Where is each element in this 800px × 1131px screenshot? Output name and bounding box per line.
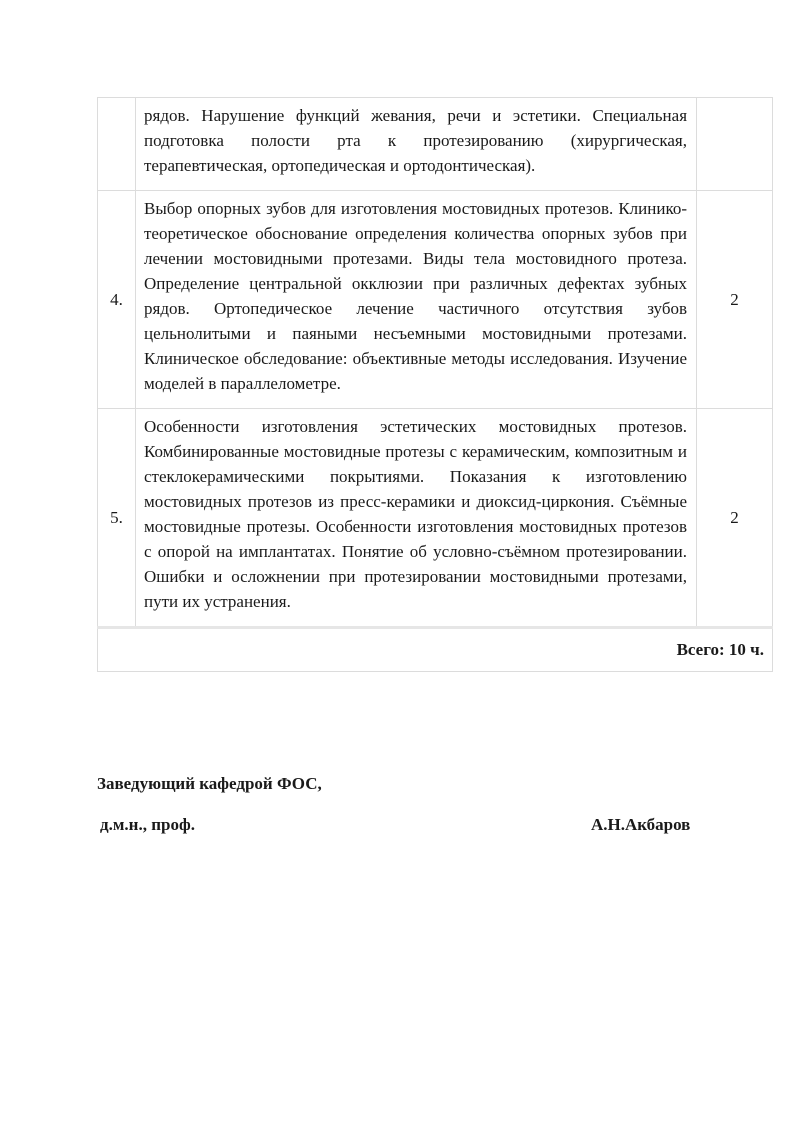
topic-text-line: моделей в параллелометре. — [144, 374, 341, 393]
academic-degree: д.м.н., проф. — [100, 815, 195, 834]
total-hours: Всего: 10 ч. — [98, 628, 773, 672]
topic-description — [136, 191, 697, 409]
topic-text — [144, 414, 687, 614]
total-row — [98, 628, 773, 672]
topics-table — [97, 97, 773, 672]
topic-number: 5. — [98, 409, 136, 628]
signatory-name: А.Н.Акбаров — [591, 815, 691, 834]
topic-text-line: различных дефектах зубных рядов. Ортопедическое лечение — [144, 274, 687, 318]
head-of-department-title: Заведующий кафедрой ФОС, — [97, 774, 322, 793]
topic-hours: 2 — [697, 409, 773, 628]
topic-number — [98, 98, 136, 191]
topic-number: 4. — [98, 191, 136, 409]
topic-text-line: ортодонтическая). — [403, 156, 536, 175]
topic-text-line: изготовлению мостовидных протезов из пресс-керамики и — [144, 467, 687, 511]
topic-text-line: диоксид-циркония. Съёмные мостовидные протезы. Особенности — [144, 492, 688, 536]
topic-text-line: частичного отсутствия зубов цельнолитыми и паяными — [144, 299, 688, 343]
topic-hours — [697, 98, 773, 191]
topic-description — [136, 409, 697, 628]
topics-table-body — [98, 98, 773, 628]
topic-text-line: опорных зубов при лечении мостовидными протезами. Виды тела — [144, 224, 687, 268]
topic-text-line: Клинико-теоретическое обоснование определения количества — [144, 199, 688, 243]
topic-text-line: рядов. Нарушение функций жевания, речи и эстетики. — [144, 106, 581, 125]
topic-text-line: композитным и стеклокерамическими покрытиями. Показания к — [144, 442, 687, 486]
topic-row — [98, 98, 773, 191]
topic-text-line: Выбор опорных зубов для изготовления мостовидных протезов. — [144, 199, 614, 218]
topic-text — [144, 196, 687, 396]
topic-text-line: Комбинированные мостовидные протезы с керамическим, — [144, 442, 570, 461]
topic-text-line: Специальная подготовка полости рта к протезированию — [144, 106, 688, 150]
topic-row — [98, 191, 773, 409]
topic-text-line: мостовидного протеза. Определение центральной окклюзии при — [144, 249, 688, 293]
topic-text-line: несъемными мостовидными протезами. Клиническое — [144, 324, 687, 368]
topic-text-line: Понятие об условно-съёмном протезировании. Ошибки и — [144, 542, 687, 586]
topic-text-line: обследование: объективные методы исследования. Изучение — [243, 349, 687, 368]
topic-text-line: (хирургическая, терапевтическая, ортопедическая и — [144, 131, 688, 175]
topic-description — [136, 98, 697, 191]
topic-text-line: осложнении при протезировании мостовидными протезами, пути — [144, 567, 688, 611]
topic-hours: 2 — [697, 191, 773, 409]
topic-text-line: изготовления мостовидных протезов с опорой на имплантатах. — [144, 517, 688, 561]
topic-row — [98, 409, 773, 628]
topic-text-line: их устранения. — [182, 592, 291, 611]
topic-text — [144, 103, 687, 178]
topic-text-line: Особенности изготовления эстетических мостовидных протезов. — [144, 417, 687, 436]
